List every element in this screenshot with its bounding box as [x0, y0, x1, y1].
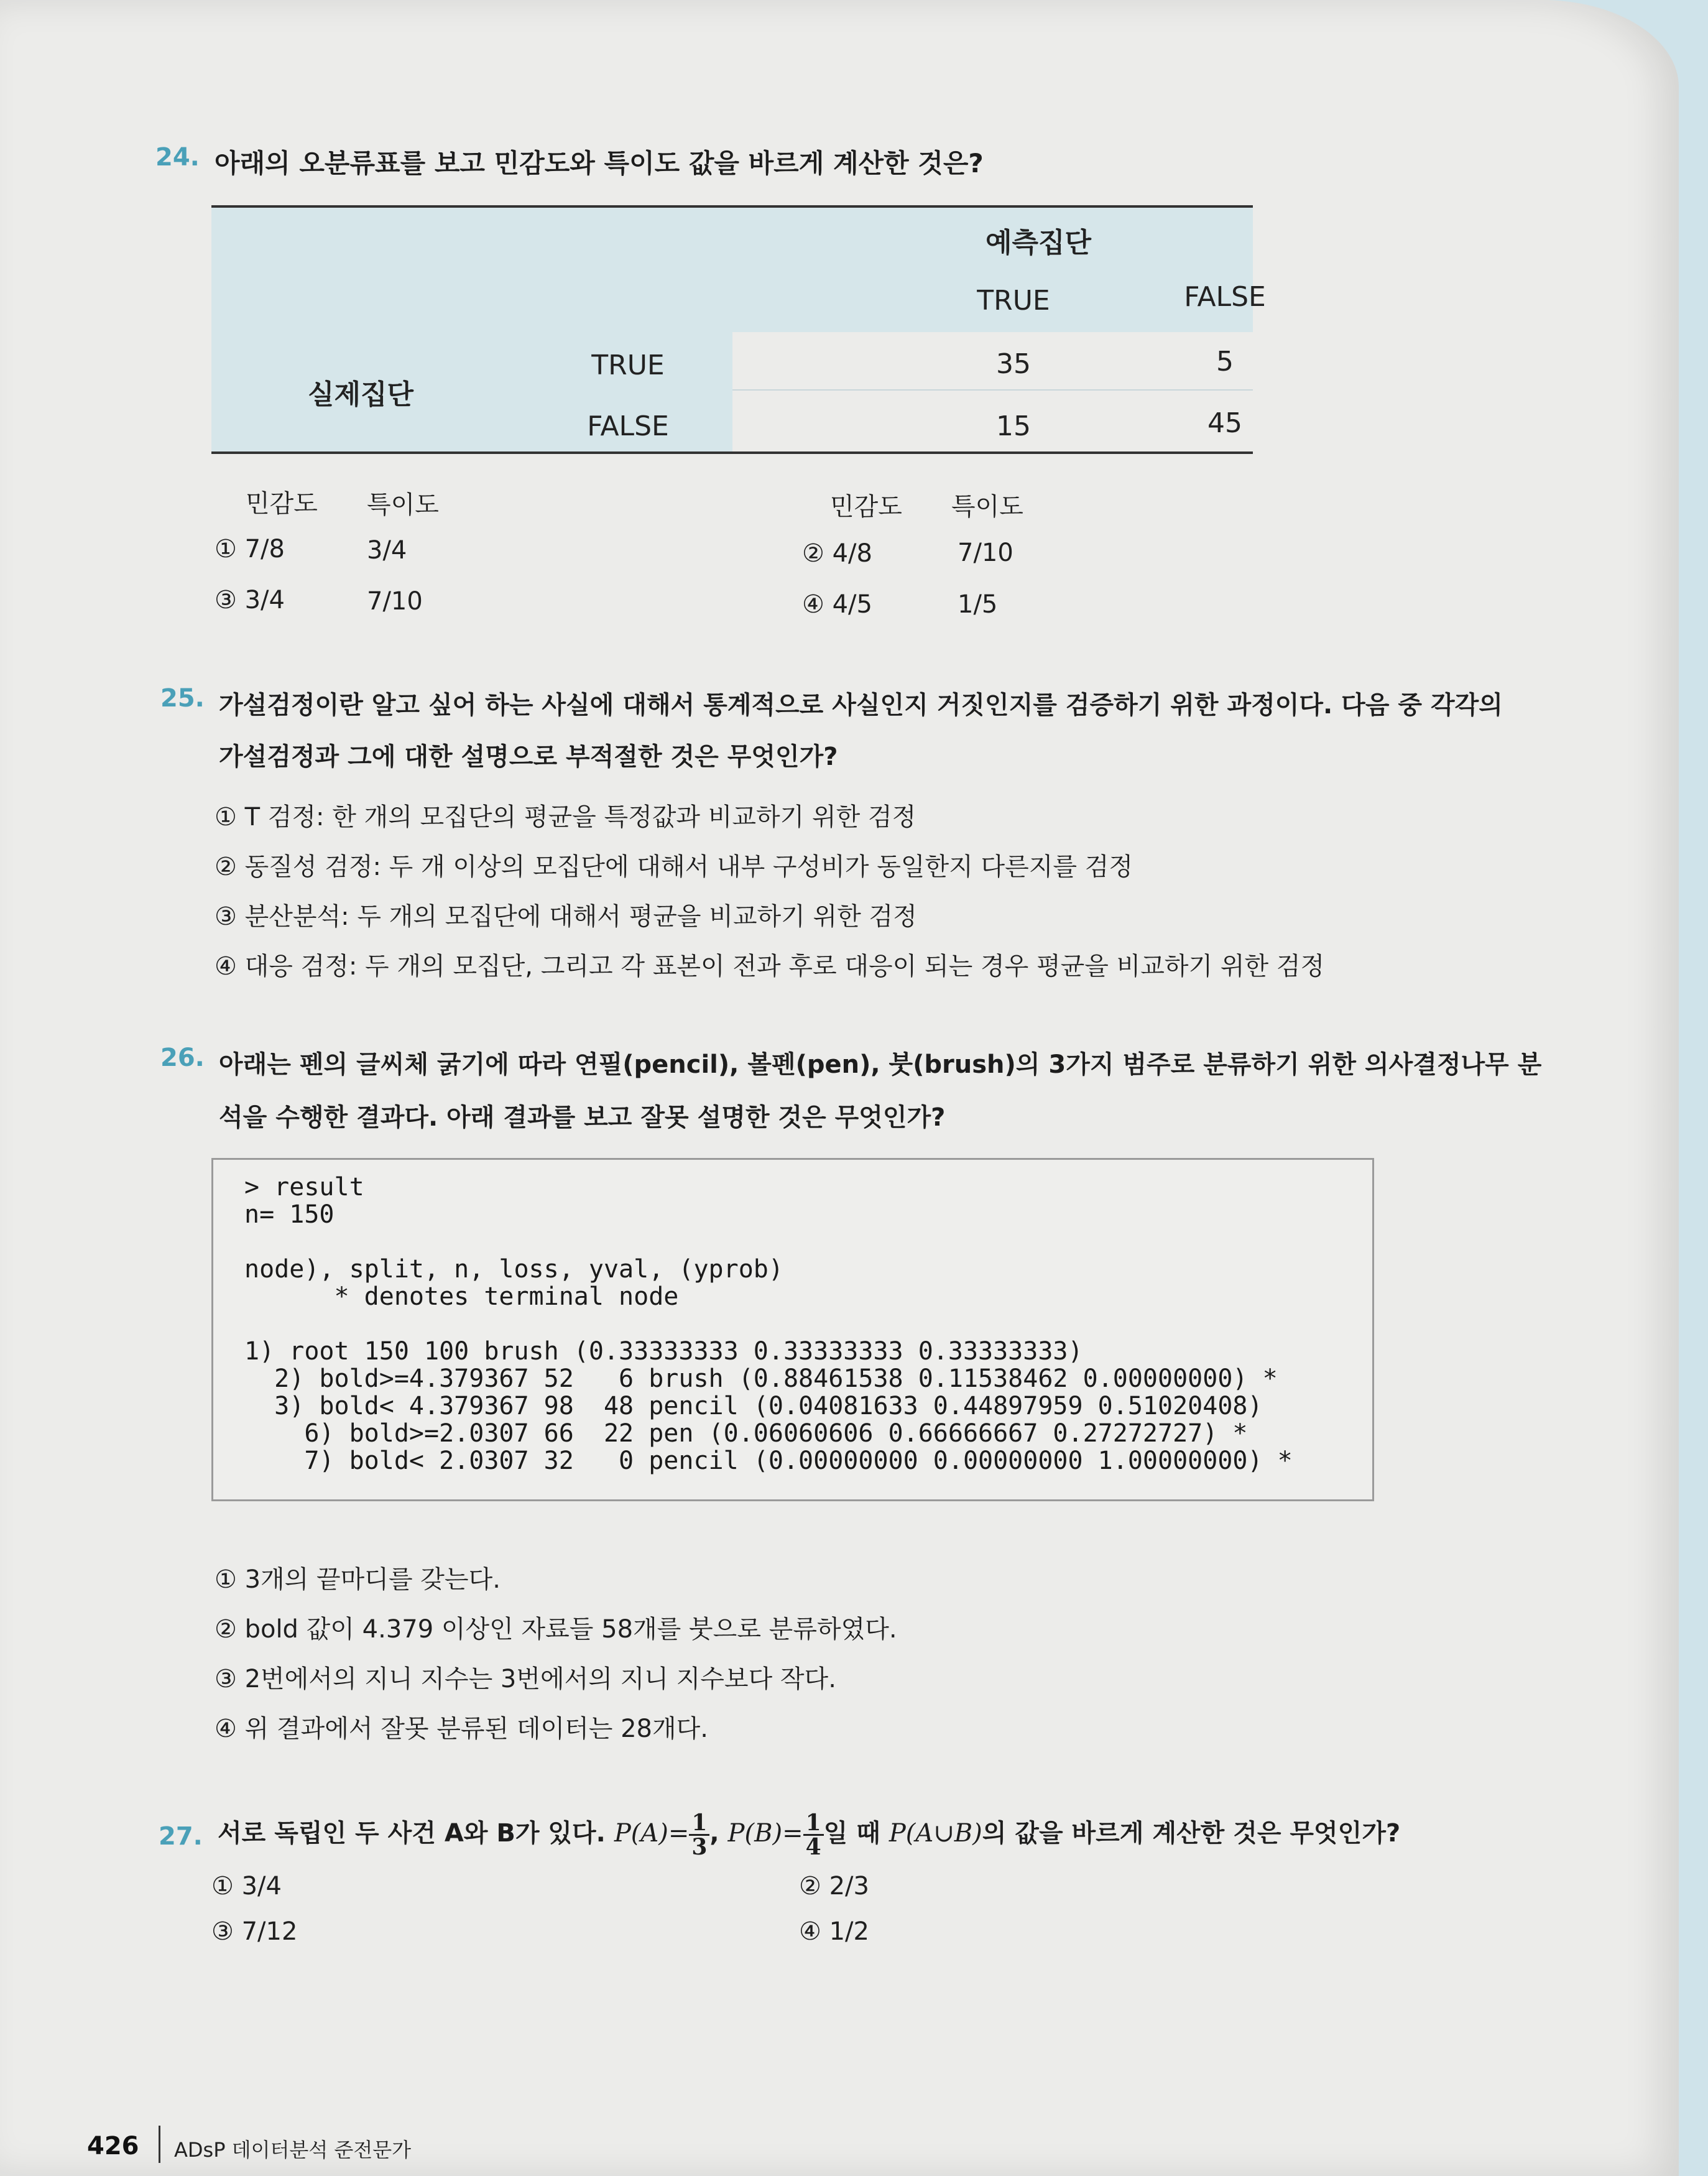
- q25-text-line2: 가설검정과 그에 대한 설명으로 부적절한 것은 무엇인가?: [219, 743, 838, 771]
- q25-text-line1: 가설검정이란 알고 싶어 하는 사실에 대해서 통계적으로 사실인지 거짓인지를 검증하기 위한 과정이다. 다음 중 각각의: [219, 691, 1503, 720]
- prob-b-numerator: 1: [803, 1812, 824, 1836]
- q24-option-1-spec: 3/4: [367, 536, 407, 565]
- predicted-group-header: 예측집단: [985, 227, 1091, 259]
- q27-text-a: 서로 독립인 두 사건 A와 B가 있다.: [218, 1819, 606, 1848]
- q27-text: [218, 1808, 1400, 1858]
- q26-option-2[interactable]: ② bold 값이 4.379 이상인 자료들 58개를 붓으로 분류하였다.: [215, 1615, 897, 1644]
- cell-ff: 45: [1207, 407, 1242, 439]
- q24-option-4-spec: 1/5: [958, 590, 998, 619]
- q27-number: 27.: [159, 1822, 203, 1851]
- q24-col-spec-right: 특이도: [951, 493, 1023, 521]
- q24-number: 24.: [155, 143, 200, 172]
- q25-option-3[interactable]: ③ 분산분석: 두 개의 모집단에 대해서 평균을 비교하기 위한 검정: [215, 902, 917, 931]
- q27-option-2[interactable]: ② 2/3: [799, 1872, 869, 1901]
- q24-col-sens-left: 민감도: [246, 489, 318, 518]
- prob-union-expr: P(A∪B): [889, 1819, 982, 1848]
- q26-text-line2: 석을 수행한 결과다. 아래 결과를 보고 잘못 설명한 것은 무엇인가?: [219, 1103, 946, 1132]
- prob-b-fraction: [803, 1809, 824, 1860]
- prob-b-denominator: 4: [805, 1833, 821, 1860]
- q24-option-4[interactable]: ④ 4/5: [802, 590, 872, 619]
- q24-option-3[interactable]: ③ 3/4: [215, 586, 285, 614]
- q24-col-spec-left: 특이도: [367, 491, 439, 519]
- prob-a-expr: P(A)=: [614, 1819, 690, 1848]
- pred-false-header: FALSE: [1184, 281, 1266, 313]
- table-bottom-rule: [211, 451, 1253, 454]
- q25-option-2[interactable]: ② 동질성 검정: 두 개 이상의 모집단에 대해서 내부 구성비가 동일한지 다른지를 검정: [215, 853, 1133, 881]
- q25-option-4[interactable]: ④ 대응 검정: 두 개의 모집단, 그리고 각 표본이 전과 후로 대응이 되는 경우 평균을 비교하기 위한 검정: [215, 952, 1325, 981]
- q24-text: 아래의 오분류표를 보고 민감도와 특이도 값을 바르게 계산한 것은?: [215, 148, 984, 178]
- row-false-label: FALSE: [587, 410, 669, 442]
- q26-number: 26.: [160, 1044, 205, 1072]
- confusion-matrix: [211, 205, 1266, 454]
- q26-option-3[interactable]: ③ 2번에서의 지니 지수는 3번에서의 지니 지수보다 작다.: [215, 1665, 836, 1693]
- q27-text-c: 의 값을 바르게 계산한 것은 무엇인가?: [982, 1819, 1401, 1848]
- q26-option-4[interactable]: ④ 위 결과에서 잘못 분류된 데이터는 28개다.: [215, 1715, 709, 1743]
- cell-tt: 35: [996, 348, 1031, 380]
- cell-tf: 5: [1216, 346, 1234, 377]
- q27-option-4[interactable]: ④ 1/2: [799, 1917, 869, 1946]
- prob-a-denominator: 3: [691, 1833, 708, 1860]
- r-output-code: > result n= 150 node), split, n, loss, yval, (yprob) * denotes terminal node 1) root 150 100 brush (0.33333333 0.33333333 0.33333333) 2) bold>=4.379367 52 6 brush (0.88461538 0.11538462 0.00000000) * 3) bold< 4.379367 98 48 pencil (0.04081633 0.44897959 0.51020408) 6) bold>=2.0307 66 22 pen (0.06060606 0.66666667 0.27272727) * 7) bold< 2.0307 32 0 pencil (0.00000000 0.00000000 1.00000000) *: [244, 1173, 1293, 1475]
- q24-option-3-spec: 7/10: [367, 587, 423, 616]
- table-row-divider: [732, 389, 1253, 391]
- q27-text-b: 일 때: [823, 1819, 880, 1848]
- cell-ft: 15: [996, 410, 1031, 442]
- q27-option-1[interactable]: ① 3/4: [211, 1872, 282, 1901]
- q25-option-1[interactable]: ① T 검정: 한 개의 모집단의 평균을 특정값과 비교하기 위한 검정: [215, 803, 916, 831]
- book-title: ADsP 데이터분석 준전문가: [174, 2138, 412, 2162]
- q24-option-2[interactable]: ② 4/8: [802, 539, 872, 568]
- q27-separator: ,: [709, 1819, 719, 1848]
- q26-text-line1: 아래는 펜의 글씨체 굵기에 따라 연필(pencil), 볼펜(pen), 붓(brush)의 3가지 범주로 분류하기 위한 의사결정나무 분: [219, 1050, 1542, 1079]
- q24-option-1[interactable]: ① 7/8: [215, 535, 285, 563]
- q25-number: 25.: [160, 684, 205, 713]
- page-number: 426: [87, 2132, 139, 2160]
- row-true-label: TRUE: [591, 350, 665, 381]
- q24-col-sens-right: 민감도: [830, 493, 902, 521]
- q27-option-3[interactable]: ③ 7/12: [211, 1917, 298, 1946]
- prob-a-fraction: [689, 1809, 709, 1860]
- q24-option-2-spec: 7/10: [958, 539, 1013, 567]
- pred-true-header: TRUE: [977, 285, 1050, 317]
- prob-b-expr: P(B)=: [727, 1819, 803, 1848]
- prob-a-numerator: 1: [689, 1812, 709, 1836]
- r-output-box: [211, 1158, 1374, 1501]
- actual-group-header: 실제집단: [307, 379, 413, 410]
- q26-option-1[interactable]: ① 3개의 끝마디를 갖는다.: [215, 1565, 501, 1594]
- footer-divider: [159, 2126, 160, 2163]
